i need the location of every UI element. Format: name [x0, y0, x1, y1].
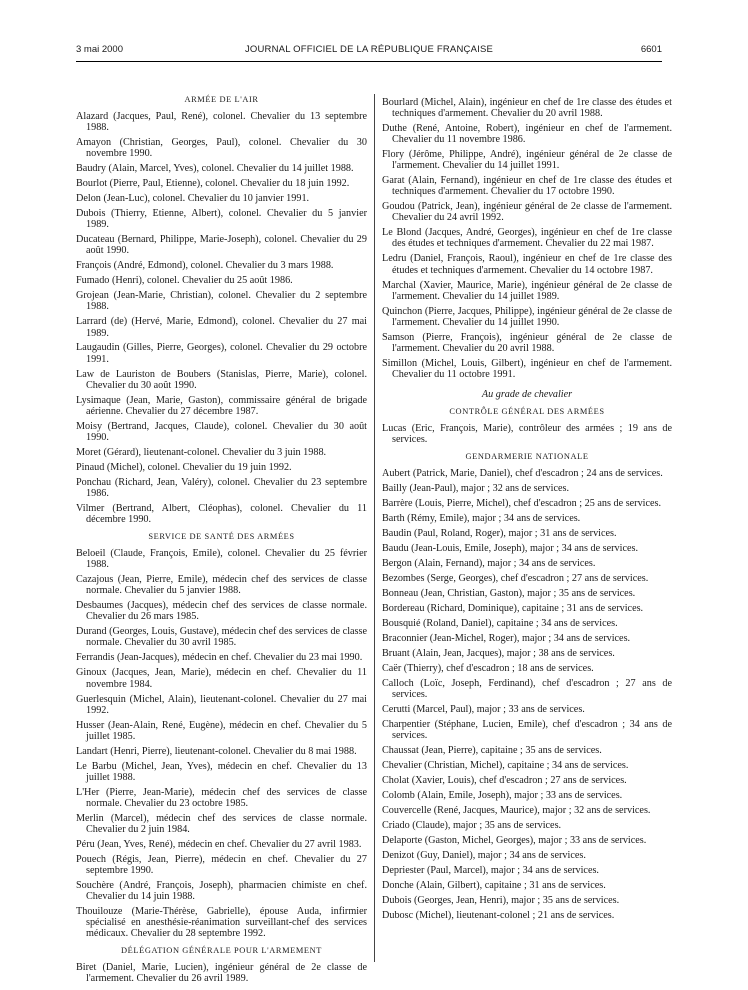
list-item: Depriester (Paul, Marcel), major ; 34 ans de services.: [382, 865, 599, 877]
list-item: Biret (Daniel, Marie, Lucien), ingénieur général de 2e classe de l'armement. Chevalier du 26 avril 1989.: [76, 962, 367, 985]
section-heading: CONTRÔLE GÉNÉRAL DES ARMÉES: [449, 407, 605, 417]
grade-subheading: Au grade de chevalier: [481, 388, 573, 400]
list-item: Fumado (Henri), colonel. Chevalier du 25 août 1986.: [76, 275, 293, 287]
section-heading: ARMÉE DE L'AIR: [184, 95, 259, 104]
list-item: Bousquié (Roland, Daniel), capitaine ; 34 ans de services.: [382, 618, 618, 630]
list-item: Ponchau (Richard, Jean, Valéry), colonel. Chevalier du 23 septembre 1986.: [76, 476, 367, 499]
column-divider: [374, 94, 375, 962]
list-item: Denizot (Guy, Daniel), major ; 34 ans de services.: [382, 850, 586, 862]
list-item: Vilmer (Bertrand, Albert, Cléophas), colonel. Chevalier du 11 décembre 1990.: [76, 502, 367, 525]
list-item: L'Her (Pierre, Jean-Marie), médecin chef des services de classe normale. Chevalier du 23 octobre 1985.: [76, 786, 367, 809]
list-item: Samson (Pierre, François), ingénieur général de 2e classe de l'armement. Chevalier du 20 avril 1988.: [382, 331, 672, 354]
list-item: Larrard (de) (Hervé, Marie, Edmond), colonel. Chevalier du 27 mai 1989.: [76, 316, 367, 339]
list-item: Baudry (Alain, Marcel, Yves), colonel. Chevalier du 14 juillet 1988.: [76, 163, 354, 175]
list-item: Souchère (André, François, Joseph), pharmacien chimiste en chef. Chevalier du 14 juin 1988.: [76, 879, 367, 903]
list-item: Bezombes (Serge, Georges), chef d'escadron ; 27 ans de services.: [382, 573, 649, 585]
list-item: Grojean (Jean-Marie, Christian), colonel. Chevalier du 2 septembre 1988.: [76, 290, 367, 313]
list-item: Charpentier (Stéphane, Lucien, Emile), chef d'escadron ; 34 ans de services.: [382, 719, 672, 742]
section-heading: SERVICE DE SANTÉ DES ARMÉES: [148, 532, 295, 542]
list-item: Garat (Alain, Fernand), ingénieur en chef de 1re classe des études et techniques d'armement. Chevalier du 17 octobre 1990.: [382, 175, 672, 198]
list-item: Dubois (Thierry, Etienne, Albert), colonel. Chevalier du 5 janvier 1989.: [76, 208, 367, 231]
list-item: Cerutti (Marcel, Paul), major ; 33 ans de services.: [382, 704, 585, 716]
list-item: Dubosc (Michel), lieutenant-colonel ; 21 ans de services.: [382, 910, 615, 922]
list-item: Thouilouze (Marie-Thérèse, Gabrielle), épouse Auda, infirmier spécialisé en anesthésie-réanimation surveillant-chef des services médicaux. Chevalier du 28 septembre 1992.: [76, 906, 367, 940]
list-item: Simillon (Michel, Louis, Gilbert), ingénieur en chef de l'armement. Chevalier du 11 octobre 1991.: [382, 357, 672, 380]
list-item: Pinaud (Michel), colonel. Chevalier du 19 juin 1992.: [76, 461, 292, 473]
list-item: Quinchon (Pierre, Jacques, Philippe), ingénieur général de 2e classe de l'armement. Chevalier du 14 juillet 1990.: [382, 305, 672, 328]
list-item: Aubert (Patrick, Marie, Daniel), chef d'escadron ; 24 ans de services.: [382, 468, 663, 480]
list-item: Baudin (Paul, Roland, Roger), major ; 31 ans de services.: [382, 528, 617, 540]
left-column: [76, 94, 367, 988]
list-item: Laugaudin (Gilles, Pierre, Georges), colonel. Chevalier du 29 octobre 1991.: [76, 342, 367, 365]
list-item: Le Barbu (Michel, Jean, Yves), médecin en chef. Chevalier du 13 juillet 1988.: [76, 760, 367, 783]
list-item: Merlin (Marcel), médecin chef des services de classe normale. Chevalier du 2 juin 1984.: [76, 812, 367, 835]
header-page-number: 6601: [640, 44, 662, 55]
list-item: Duthe (René, Antoine, Robert), ingénieur en chef de l'armement. Chevalier du 11 novembre 1986.: [382, 123, 672, 146]
list-item: Dubois (Georges, Jean, Henri), major ; 35 ans de services.: [382, 895, 620, 907]
section-heading: DÉLÉGATION GÉNÉRALE POUR L'ARMEMENT: [121, 946, 322, 956]
list-item: Bourlard (Michel, Alain), ingénieur en chef de 1re classe des études et techniques d'armement. Chevalier du 20 avril 1988.: [382, 97, 672, 120]
list-item: Law de Lauriston de Boubers (Stanislas, Pierre, Marie), colonel. Chevalier du 30 août 1990.: [76, 368, 367, 391]
list-item: Cholat (Xavier, Louis), chef d'escadron ; 27 ans de services.: [382, 775, 627, 787]
header-date: 3 mai 2000: [76, 44, 124, 55]
list-item: Landart (Henri, Pierre), lieutenant-colonel. Chevalier du 8 mai 1988.: [76, 745, 357, 757]
list-item: Goudou (Patrick, Jean), ingénieur général de 2e classe de l'armement. Chevalier du 24 avril 1992.: [382, 201, 672, 224]
list-item: Bailly (Jean-Paul), major ; 32 ans de services.: [382, 483, 570, 495]
list-item: Baudu (Jean-Louis, Emile, Joseph), major ; 34 ans de services.: [382, 543, 639, 555]
list-item: Barrère (Louis, Pierre, Michel), chef d'escadron ; 25 ans de services.: [382, 498, 662, 510]
list-item: Ducateau (Bernard, Philippe, Marie-Joseph), colonel. Chevalier du 29 août 1990.: [76, 234, 367, 257]
list-item: Cazajous (Jean, Pierre, Emile), médecin chef des services de classe normale. Chevalier du 5 janvier 1988.: [76, 574, 367, 597]
list-item: Flory (Jérôme, Philippe, André), ingénieur général de 2e classe de l'armement. Chevalier du 14 juillet 1991.: [382, 149, 672, 172]
list-item: Barth (Rémy, Emile), major ; 34 ans de services.: [382, 513, 581, 525]
list-item: Ferrandis (Jean-Jacques), médecin en chef. Chevalier du 23 mai 1990.: [76, 652, 363, 664]
list-item: Bourlot (Pierre, Paul, Etienne), colonel. Chevalier du 18 juin 1992.: [76, 178, 350, 190]
list-item: Calloch (Loïc, Joseph, Ferdinand), chef d'escadron ; 27 ans de services.: [382, 678, 672, 701]
list-item: Husser (Jean-Alain, René, Eugène), médecin en chef. Chevalier du 5 juillet 1985.: [76, 719, 367, 742]
list-item: Moret (Gérard), lieutenant-colonel. Chevalier du 3 juin 1988.: [76, 446, 327, 458]
list-item: Guerlesquin (Michel, Alain), lieutenant-colonel. Chevalier du 27 mai 1992.: [76, 693, 367, 716]
list-item: Bergon (Alain, Fernand), major ; 34 ans de services.: [382, 558, 596, 570]
list-item: Beloeil (Claude, François, Emile), colonel. Chevalier du 25 février 1988.: [76, 548, 367, 571]
list-item: Durand (Georges, Louis, Gustave), médecin chef des services de classe normale. Chevalier du 30 avril 1985.: [76, 626, 367, 649]
list-item: Ginoux (Jacques, Jean, Marie), médecin en chef. Chevalier du 11 novembre 1984.: [76, 667, 367, 690]
list-item: Couvercelle (René, Jacques, Maurice), major ; 32 ans de services.: [382, 805, 651, 817]
list-item: Lysimaque (Jean, Marie, Gaston), commissaire général de brigade aérienne. Chevalier du 27 décembre 1987.: [76, 394, 367, 417]
list-item: Le Blond (Jacques, André, Georges), ingénieur en chef de 1re classe des études et techniques d'armement. Chevalier du 22 mai 1987.: [382, 227, 672, 250]
list-item: Bordereau (Richard, Dominique), capitaine ; 31 ans de services.: [382, 603, 644, 615]
list-item: Ledru (Daniel, François, Raoul), ingénieur en chef de 1re classe des études et techniques d'armement. Chevalier du 14 octobre 1987.: [382, 253, 672, 276]
list-item: Marchal (Xavier, Maurice, Marie), ingénieur général de 2e classe de l'armement. Chevalier du 14 juillet 1989.: [382, 279, 672, 302]
right-column: [382, 97, 672, 925]
page-header: [76, 44, 662, 60]
list-item: Delaporte (Gaston, Michel, Georges), major ; 33 ans de services.: [382, 835, 647, 847]
list-item: Bruant (Alain, Jean, Jacques), major ; 38 ans de services.: [382, 648, 615, 660]
list-item: Lucas (Eric, François, Marie), contrôleur des armées ; 19 ans de services.: [382, 423, 672, 446]
list-item: Braconnier (Jean-Michel, Roger), major ; 34 ans de services.: [382, 633, 631, 645]
list-item: Criado (Claude), major ; 35 ans de services.: [382, 820, 562, 832]
section-heading: GENDARMERIE NATIONALE: [465, 452, 589, 462]
list-item: Chevalier (Christian, Michel), capitaine ; 34 ans de services.: [382, 760, 629, 772]
list-item: Delon (Jean-Luc), colonel. Chevalier du 10 janvier 1991.: [76, 193, 310, 205]
list-item: Amayon (Christian, Georges, Paul), colonel. Chevalier du 30 novembre 1990.: [76, 137, 367, 160]
list-item: Moisy (Bertrand, Jacques, Claude), colonel. Chevalier du 30 août 1990.: [76, 420, 367, 443]
list-item: Chaussat (Jean, Pierre), capitaine ; 35 ans de services.: [382, 745, 602, 757]
list-item: Caër (Thierry), chef d'escadron ; 18 ans de services.: [382, 663, 594, 675]
list-item: Pouech (Régis, Jean, Pierre), médecin en chef. Chevalier du 27 septembre 1990.: [76, 853, 367, 876]
list-item: Desbaumes (Jacques), médecin chef des services de classe normale. Chevalier du 26 mars 1985.: [76, 600, 367, 623]
list-item: Alazard (Jacques, Paul, René), colonel. Chevalier du 13 septembre 1988.: [76, 111, 367, 134]
list-item: Colomb (Alain, Emile, Joseph), major ; 33 ans de services.: [382, 790, 623, 802]
list-item: François (André, Edmond), colonel. Chevalier du 3 mars 1988.: [76, 260, 334, 272]
list-item: Péru (Jean, Yves, René), médecin en chef. Chevalier du 27 avril 1983.: [76, 838, 362, 850]
list-item: Donche (Alain, Gilbert), capitaine ; 31 ans de services.: [382, 880, 606, 892]
list-item: Bonneau (Jean, Christian, Gaston), major ; 35 ans de services.: [382, 588, 636, 600]
header-journal-title: JOURNAL OFFICIEL DE LA RÉPUBLIQUE FRANÇAISE: [244, 44, 494, 55]
header-rule: [76, 61, 662, 62]
